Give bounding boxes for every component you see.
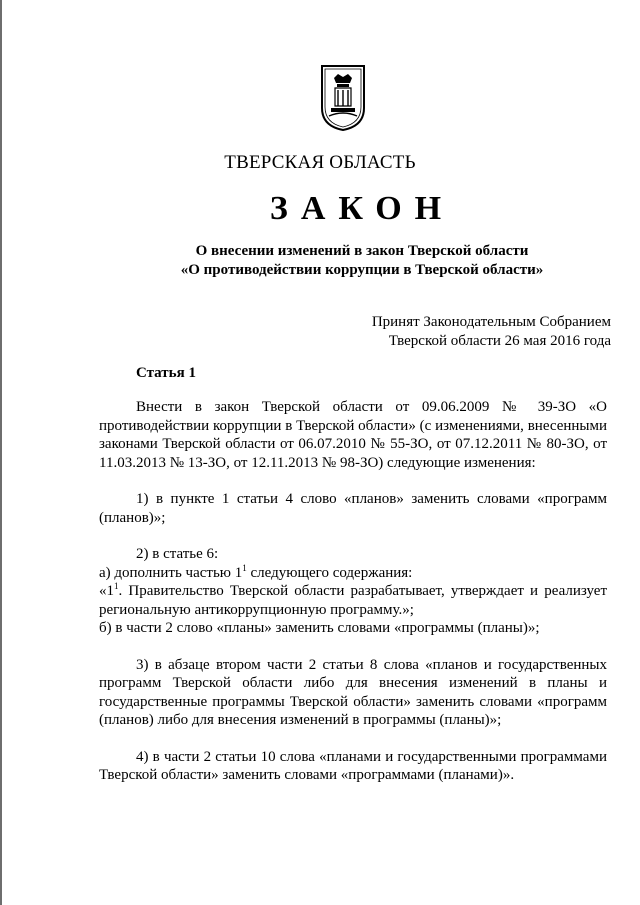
item-2-a: а) дополнить частью $1^1$ следующего содержания: — [99, 562, 413, 581]
law-title-line-2: «О противодействии коррупции в Тверской области» — [180, 262, 544, 278]
item-4: 4) в части 2 статьи 10 слова «планами и государственными программами Тверской области» заменить словами «программами (планами)». — [99, 748, 607, 783]
article-intro: Внести в закон Тверской области от 09.06.2009 № 39-ЗО «О противодействии коррупции в Тверской области» (с изменениями, внесенными законами Тверской области от 06.07.2010 № 55-ЗО, от 07.12.2011 № 80-ЗО, от 11.03.2013 № 13-ЗО, от 12.11.2013 № 98-ЗО) следующие изменения: — [99, 399, 607, 471]
article-body — [99, 398, 607, 785]
coat-of-arms-emblem — [320, 64, 366, 132]
item-2-b: б) в части 2 слово «планы» заменить словами «программы (планы)»; — [99, 620, 540, 636]
item-2-heading: 2) в статье 6: — [136, 546, 219, 562]
item-2-quote: «$1^1$. Правительство Тверской области разрабатывает, утверждает и реализует региональную антикоррупционную программу.»; — [99, 581, 607, 618]
page-edge — [0, 0, 2, 905]
region-name: ТВЕРСКАЯ ОБЛАСТЬ — [224, 152, 416, 173]
article-heading: Статья 1 — [136, 365, 196, 381]
adoption-note — [372, 313, 611, 351]
item-3: 3) в абзаце втором части 2 статьи 8 слова «планов и государственных программ Тверской области либо для внесения изменений в планы и государственные программы Тверской области» заменить словами «программ (планов) либо для внесения изменений в программы (планы)»; — [99, 656, 607, 728]
law-title-line-1: О внесении изменений в закон Тверской области — [195, 243, 529, 259]
document-type: ЗАКОН — [269, 190, 455, 227]
item-1: 1) в пункте 1 статьи 4 слово «планов» заменить словами «программ (планов)»; — [99, 491, 607, 526]
law-title — [0, 242, 640, 280]
adoption-line-2: Тверской области 26 мая 2016 года — [388, 333, 611, 349]
adoption-line-1: Принят Законодательным Собранием — [371, 314, 611, 330]
